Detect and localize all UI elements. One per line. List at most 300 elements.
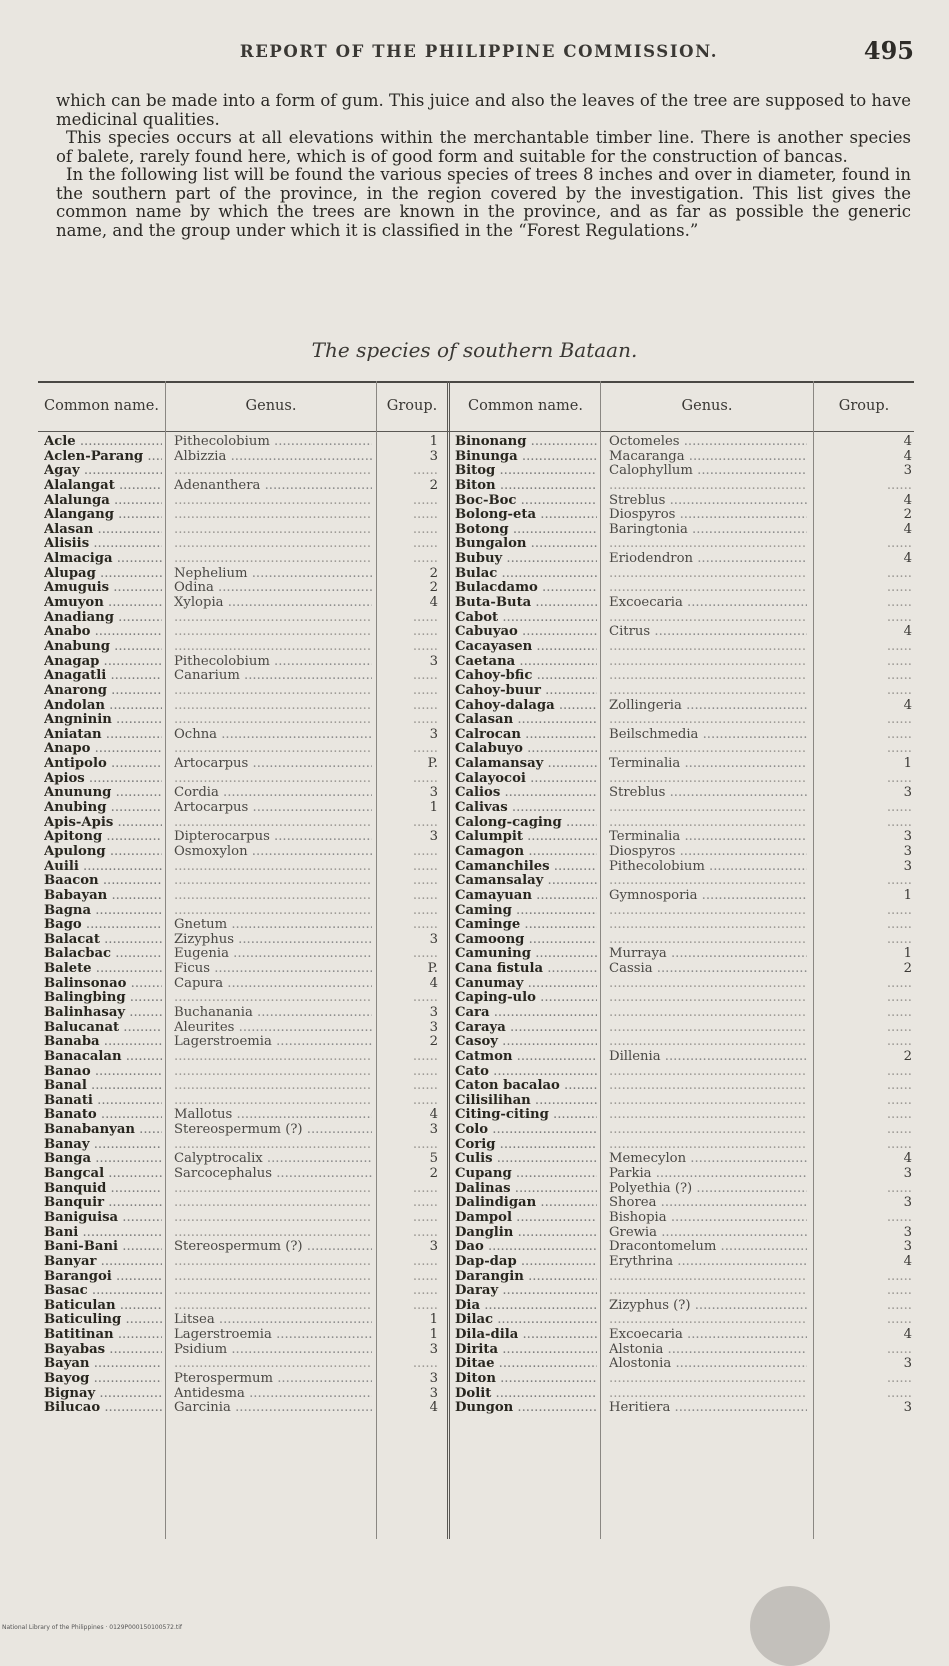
genus-cell <box>609 1313 807 1328</box>
table-row <box>38 1211 447 1226</box>
group-cell: 3 <box>903 1225 912 1240</box>
common-name-cell: Amuguis ..... <box>44 581 162 596</box>
common-name-cell: Cacayasen ..... <box>455 640 597 655</box>
table-row <box>451 552 914 567</box>
genus-cell <box>174 874 372 889</box>
group-cell: 2 <box>903 1049 912 1064</box>
common-name-cell: Balacat ..... <box>44 933 162 948</box>
group-cell <box>380 1211 438 1226</box>
table-row <box>38 1050 447 1065</box>
genus-cell: Calyptrocalix ..... <box>174 1152 372 1167</box>
common-name-cell: Caraya ..... <box>455 1021 597 1036</box>
table-row <box>38 1108 447 1123</box>
common-name-cell: Agay ..... <box>44 464 162 479</box>
genus-cell: Zizyphus ..... <box>174 933 372 948</box>
common-name-cell: Banaba ..... <box>44 1035 162 1050</box>
genus-cell: Alstonia ..... <box>609 1343 807 1358</box>
common-name-cell: Dungon ..... <box>455 1401 597 1416</box>
table-row <box>451 1284 914 1299</box>
group-cell: 4 <box>903 449 912 464</box>
group-cell: 3 <box>429 1240 438 1255</box>
common-name-cell: Caming ..... <box>455 904 597 919</box>
table-row <box>451 904 914 919</box>
table-row <box>451 611 914 626</box>
common-name-cell: Apulong ..... <box>44 845 162 860</box>
common-name-cell: Bani-Bani ..... <box>44 1240 162 1255</box>
genus-cell: Zizyphus (?) ..... <box>609 1299 807 1314</box>
genus-cell <box>609 1079 807 1094</box>
genus-cell: Pithecolobium ..... <box>609 860 807 875</box>
group-cell: 3 <box>429 786 438 801</box>
common-name-cell: Corig ..... <box>455 1138 597 1153</box>
genus-cell: Eugenia ..... <box>174 947 372 962</box>
table-row <box>38 1343 447 1358</box>
table-row <box>38 830 447 845</box>
genus-cell: Streblus ..... <box>609 786 807 801</box>
genus-cell <box>609 479 807 494</box>
genus-cell <box>609 977 807 992</box>
group-cell <box>380 1050 438 1065</box>
intro-paragraph-2: This species occurs at all elevations within the merchantable timber line. There is another species of balete, rarely found here, which is of good form and suitable for the construction of bancas. <box>56 128 911 166</box>
genus-cell: Capura ..... <box>174 977 372 992</box>
common-name-cell: Anagatli ..... <box>44 669 162 684</box>
genus-cell: Xylopia ..... <box>174 596 372 611</box>
common-name-cell: Calong-caging ..... <box>455 816 597 831</box>
group-cell: 3 <box>429 1020 438 1035</box>
group-cell: 4 <box>903 493 912 508</box>
common-name-cell: Cupang ..... <box>455 1167 597 1182</box>
common-name-cell: Botong ..... <box>455 523 597 538</box>
group-cell: 4 <box>429 1108 438 1123</box>
genus-cell: Terminalia ..... <box>609 830 807 845</box>
genus-cell: Gymnosporia ..... <box>609 889 807 904</box>
group-cell: 4 <box>903 698 912 713</box>
genus-cell <box>609 1094 807 1109</box>
table-row <box>38 1284 447 1299</box>
genus-cell: Bishopia ..... <box>609 1211 807 1226</box>
genus-cell: Baringtonia ..... <box>609 523 807 538</box>
genus-cell <box>609 991 807 1006</box>
genus-cell <box>174 1357 372 1372</box>
common-name-cell: Bitog ..... <box>455 464 597 479</box>
group-cell: 4 <box>429 1401 438 1416</box>
table-row <box>451 801 914 816</box>
table-row <box>451 772 914 787</box>
table-row <box>38 611 447 626</box>
group-cell: 4 <box>429 596 438 611</box>
common-name-cell: Baacon ..... <box>44 874 162 889</box>
table-row <box>451 742 914 757</box>
genus-cell <box>609 918 807 933</box>
group-cell: 3 <box>903 786 912 801</box>
group-cell <box>817 1299 912 1314</box>
group-cell: 4 <box>903 435 912 449</box>
intro-text <box>56 92 911 240</box>
table-row <box>451 450 914 465</box>
common-name-cell: Alangang ..... <box>44 508 162 523</box>
table-row <box>38 1079 447 1094</box>
group-cell: P. <box>427 962 438 977</box>
genus-cell <box>174 699 372 714</box>
genus-cell: Artocarpus ..... <box>174 801 372 816</box>
common-name-cell: Danglin ..... <box>455 1226 597 1241</box>
group-cell <box>817 1108 912 1123</box>
common-name-cell: Acle ..... <box>44 435 162 450</box>
table-row <box>451 1167 914 1182</box>
common-name-cell: Baniguisa ..... <box>44 1211 162 1226</box>
common-name-cell: Canumay ..... <box>455 977 597 992</box>
common-name-cell: Calrocan ..... <box>455 728 597 743</box>
common-name-cell: Bulac ..... <box>455 567 597 582</box>
table-row <box>38 1299 447 1314</box>
group-cell <box>380 464 438 479</box>
table-row <box>451 1299 914 1314</box>
group-cell <box>817 1065 912 1080</box>
group-cell <box>380 845 438 860</box>
common-name-cell: Bani ..... <box>44 1226 162 1241</box>
table-row <box>38 1152 447 1167</box>
group-cell: 2 <box>429 1035 438 1050</box>
common-name-cell: Calasan ..... <box>455 713 597 728</box>
table-header-rule <box>38 431 914 432</box>
group-cell <box>380 1138 438 1153</box>
genus-cell <box>609 933 807 948</box>
common-name-cell: Bagna ..... <box>44 904 162 919</box>
table-row <box>451 1065 914 1080</box>
table-row <box>451 625 914 640</box>
table-row <box>451 1401 914 1416</box>
group-cell: 3 <box>429 932 438 947</box>
group-cell: 3 <box>429 449 438 464</box>
group-cell <box>380 713 438 728</box>
page-number: 495 <box>863 36 914 65</box>
genus-cell <box>609 1284 807 1299</box>
genus-cell <box>174 713 372 728</box>
group-cell <box>817 1372 912 1387</box>
table-row <box>38 918 447 933</box>
group-cell <box>817 640 912 655</box>
group-cell <box>380 1079 438 1094</box>
genus-cell <box>174 1299 372 1314</box>
common-name-cell: Colo ..... <box>455 1123 597 1138</box>
common-name-cell: Bayan ..... <box>44 1357 162 1372</box>
genus-cell: Dracontomelum ..... <box>609 1240 807 1255</box>
group-cell <box>817 933 912 948</box>
group-cell <box>380 918 438 933</box>
common-name-cell: Banato ..... <box>44 1108 162 1123</box>
genus-cell <box>174 1094 372 1109</box>
table-row <box>451 699 914 714</box>
common-name-cell: Alalunga ..... <box>44 494 162 509</box>
table-row <box>38 801 447 816</box>
table-row <box>38 640 447 655</box>
common-name-cell: Cahoy-dalaga ..... <box>455 699 597 714</box>
genus-cell <box>609 742 807 757</box>
group-cell <box>817 801 912 816</box>
group-cell: 3 <box>903 1196 912 1211</box>
common-name-cell: Balingbing ..... <box>44 991 162 1006</box>
header-genus-left: Genus. <box>245 398 297 414</box>
group-cell: 5 <box>429 1152 438 1167</box>
genus-cell <box>174 1211 372 1226</box>
header-common-name-left: Common name. <box>44 398 159 414</box>
group-cell <box>817 742 912 757</box>
group-cell <box>817 918 912 933</box>
group-cell <box>380 947 438 962</box>
group-cell: 3 <box>429 1342 438 1357</box>
common-name-cell: Banao ..... <box>44 1065 162 1080</box>
genus-cell: Beilschmedia ..... <box>609 728 807 743</box>
table-row <box>38 1387 447 1402</box>
table-row <box>38 494 447 509</box>
table-row <box>451 1270 914 1285</box>
genus-cell <box>609 581 807 596</box>
common-name-cell: Camanchiles ..... <box>455 860 597 875</box>
table-row <box>38 581 447 596</box>
genus-cell <box>609 1006 807 1021</box>
table-row <box>38 1021 447 1036</box>
genus-cell <box>174 640 372 655</box>
genus-cell: Albizzia ..... <box>174 450 372 465</box>
common-name-cell: Buta-Buta ..... <box>455 596 597 611</box>
group-cell: 1 <box>903 757 912 772</box>
common-name-cell: Camayuan ..... <box>455 889 597 904</box>
genus-cell: Litsea ..... <box>174 1313 372 1328</box>
table-row <box>38 508 447 523</box>
table-row <box>451 1138 914 1153</box>
common-name-cell: Dao ..... <box>455 1240 597 1255</box>
group-cell <box>380 904 438 919</box>
genus-cell <box>609 669 807 684</box>
group-cell <box>380 1226 438 1241</box>
genus-cell: Nephelium ..... <box>174 567 372 582</box>
group-cell <box>817 1313 912 1328</box>
common-name-cell: Alupag ..... <box>44 567 162 582</box>
group-cell <box>817 479 912 494</box>
common-name-cell: Bayabas ..... <box>44 1343 162 1358</box>
table-row <box>38 435 447 450</box>
common-name-cell: Camoong ..... <box>455 933 597 948</box>
table-row <box>38 991 447 1006</box>
genus-cell <box>609 655 807 670</box>
common-name-cell: Dalinas ..... <box>455 1182 597 1197</box>
table-row <box>38 1270 447 1285</box>
common-name-cell: Anapo ..... <box>44 742 162 757</box>
table-row <box>451 581 914 596</box>
genus-cell: Lagerstroemia ..... <box>174 1328 372 1343</box>
table-row <box>451 757 914 772</box>
group-cell: 3 <box>903 1167 912 1182</box>
group-cell <box>380 860 438 875</box>
common-name-cell: Calamansay ..... <box>455 757 597 772</box>
table-row <box>451 1108 914 1123</box>
table-row <box>38 1357 447 1372</box>
genus-cell: Odina ..... <box>174 581 372 596</box>
group-cell: 1 <box>429 1313 438 1328</box>
table-row <box>38 786 447 801</box>
table-row <box>38 816 447 831</box>
group-cell <box>817 1270 912 1285</box>
table-row <box>38 933 447 948</box>
common-name-cell: Babayan ..... <box>44 889 162 904</box>
genus-cell <box>174 860 372 875</box>
genus-cell: Alostonia ..... <box>609 1357 807 1372</box>
genus-cell: Pterospermum ..... <box>174 1372 372 1387</box>
group-cell: 3 <box>429 1372 438 1386</box>
genus-cell <box>609 1108 807 1123</box>
common-name-cell: Bubuy ..... <box>455 552 597 567</box>
table-row <box>451 1328 914 1343</box>
common-name-cell: Baticulan ..... <box>44 1299 162 1314</box>
genus-cell <box>174 1182 372 1197</box>
group-cell: 1 <box>429 1328 438 1343</box>
genus-cell: Erythrina ..... <box>609 1255 807 1270</box>
genus-cell <box>609 537 807 552</box>
genus-cell: Heritiera ..... <box>609 1401 807 1416</box>
table-row <box>38 1065 447 1080</box>
group-cell <box>380 508 438 523</box>
group-cell <box>380 1182 438 1197</box>
common-name-cell: Auili ..... <box>44 860 162 875</box>
common-name-cell: Anabo ..... <box>44 625 162 640</box>
group-cell: 2 <box>429 566 438 581</box>
genus-cell <box>609 640 807 655</box>
table-row <box>38 1255 447 1270</box>
group-cell: 4 <box>903 1152 912 1167</box>
intro-paragraph-1: which can be made into a form of gum. This juice and also the leaves of the tree are supposed to have medicinal qualities. <box>56 91 911 129</box>
common-name-cell: Dolit ..... <box>455 1387 597 1402</box>
common-name-cell: Bolong-eta ..... <box>455 508 597 523</box>
common-name-cell: Cabuyao ..... <box>455 625 597 640</box>
group-cell: 2 <box>903 962 912 977</box>
table-row <box>451 1387 914 1402</box>
common-name-cell: Dampol ..... <box>455 1211 597 1226</box>
common-name-cell: Alalangat ..... <box>44 479 162 494</box>
group-cell <box>817 1006 912 1021</box>
header-group-left: Group. <box>386 398 438 414</box>
common-name-cell: Barangoi ..... <box>44 1270 162 1285</box>
table-row <box>451 816 914 831</box>
common-name-cell: Darangin ..... <box>455 1270 597 1285</box>
group-cell: 3 <box>429 1386 438 1401</box>
table-row <box>451 684 914 699</box>
common-name-cell: Bago ..... <box>44 918 162 933</box>
genus-cell: Stereospermum (?) ..... <box>174 1240 372 1255</box>
table-row <box>451 1211 914 1226</box>
genus-cell: Dipterocarpus ..... <box>174 830 372 845</box>
genus-cell <box>174 1255 372 1270</box>
common-name-cell: Bangcal ..... <box>44 1167 162 1182</box>
table-row <box>38 889 447 904</box>
genus-cell: Macaranga ..... <box>609 450 807 465</box>
common-name-cell: Alisiis ..... <box>44 537 162 552</box>
group-cell: 3 <box>429 830 438 845</box>
genus-cell <box>609 684 807 699</box>
genus-cell <box>609 611 807 626</box>
genus-cell <box>609 1270 807 1285</box>
common-name-cell: Anunung ..... <box>44 786 162 801</box>
genus-cell <box>609 1387 807 1402</box>
common-name-cell: Dia ..... <box>455 1299 597 1314</box>
table-row <box>451 1196 914 1211</box>
genus-cell <box>174 1065 372 1080</box>
group-cell <box>380 772 438 787</box>
common-name-cell: Apios ..... <box>44 772 162 787</box>
table-row <box>38 1240 447 1255</box>
group-cell <box>817 1211 912 1226</box>
common-name-cell: Apitong ..... <box>44 830 162 845</box>
common-name-cell: Casoy ..... <box>455 1035 597 1050</box>
genus-cell: Citrus ..... <box>609 625 807 640</box>
common-name-cell: Caton bacalao ..... <box>455 1079 597 1094</box>
table-row <box>38 1006 447 1021</box>
genus-cell <box>174 1196 372 1211</box>
group-cell <box>817 1182 912 1197</box>
genus-cell: Buchanania ..... <box>174 1006 372 1021</box>
table-row <box>451 1006 914 1021</box>
genus-cell: Psidium ..... <box>174 1343 372 1358</box>
genus-cell <box>609 801 807 816</box>
table-row <box>451 933 914 948</box>
group-cell <box>817 581 912 596</box>
genus-cell: Gnetum ..... <box>174 918 372 933</box>
table-row <box>38 450 447 465</box>
genus-cell <box>174 508 372 523</box>
group-cell <box>380 552 438 567</box>
genus-cell <box>174 494 372 509</box>
genus-cell: Lagerstroemia ..... <box>174 1035 372 1050</box>
common-name-cell: Anubing ..... <box>44 801 162 816</box>
table-row <box>451 991 914 1006</box>
common-name-cell: Balete ..... <box>44 962 162 977</box>
group-cell: 1 <box>903 888 912 903</box>
table-row <box>451 947 914 962</box>
table-row <box>451 786 914 801</box>
genus-cell <box>609 1021 807 1036</box>
common-name-cell: Banabanyan ..... <box>44 1123 162 1138</box>
table-row <box>38 728 447 743</box>
genus-cell <box>609 1035 807 1050</box>
genus-cell <box>174 1284 372 1299</box>
table-row <box>38 1167 447 1182</box>
left-column-rows <box>38 435 447 1416</box>
genus-cell <box>174 889 372 904</box>
table-row <box>451 523 914 538</box>
table-row <box>451 1226 914 1241</box>
genus-cell: Ficus ..... <box>174 962 372 977</box>
common-name-cell: Anagap ..... <box>44 655 162 670</box>
common-name-cell: Banga ..... <box>44 1152 162 1167</box>
group-cell: 1 <box>903 947 912 962</box>
common-name-cell: Banquid ..... <box>44 1182 162 1197</box>
group-cell: 4 <box>903 1254 912 1269</box>
table-row <box>451 1357 914 1372</box>
table-center-divider <box>447 381 450 1539</box>
table-row <box>38 757 447 772</box>
table-row <box>451 1021 914 1036</box>
common-name-cell: Anarong ..... <box>44 684 162 699</box>
table-row <box>38 464 447 479</box>
genus-cell: Diospyros ..... <box>609 845 807 860</box>
genus-cell <box>174 742 372 757</box>
common-name-cell: Binonang ..... <box>455 435 597 450</box>
group-cell <box>817 1079 912 1094</box>
table-row <box>451 1343 914 1358</box>
table-row <box>451 1035 914 1050</box>
genus-cell: Stereospermum (?) ..... <box>174 1123 372 1138</box>
group-cell <box>380 1255 438 1270</box>
header-common-name-right: Common name. <box>468 398 583 414</box>
